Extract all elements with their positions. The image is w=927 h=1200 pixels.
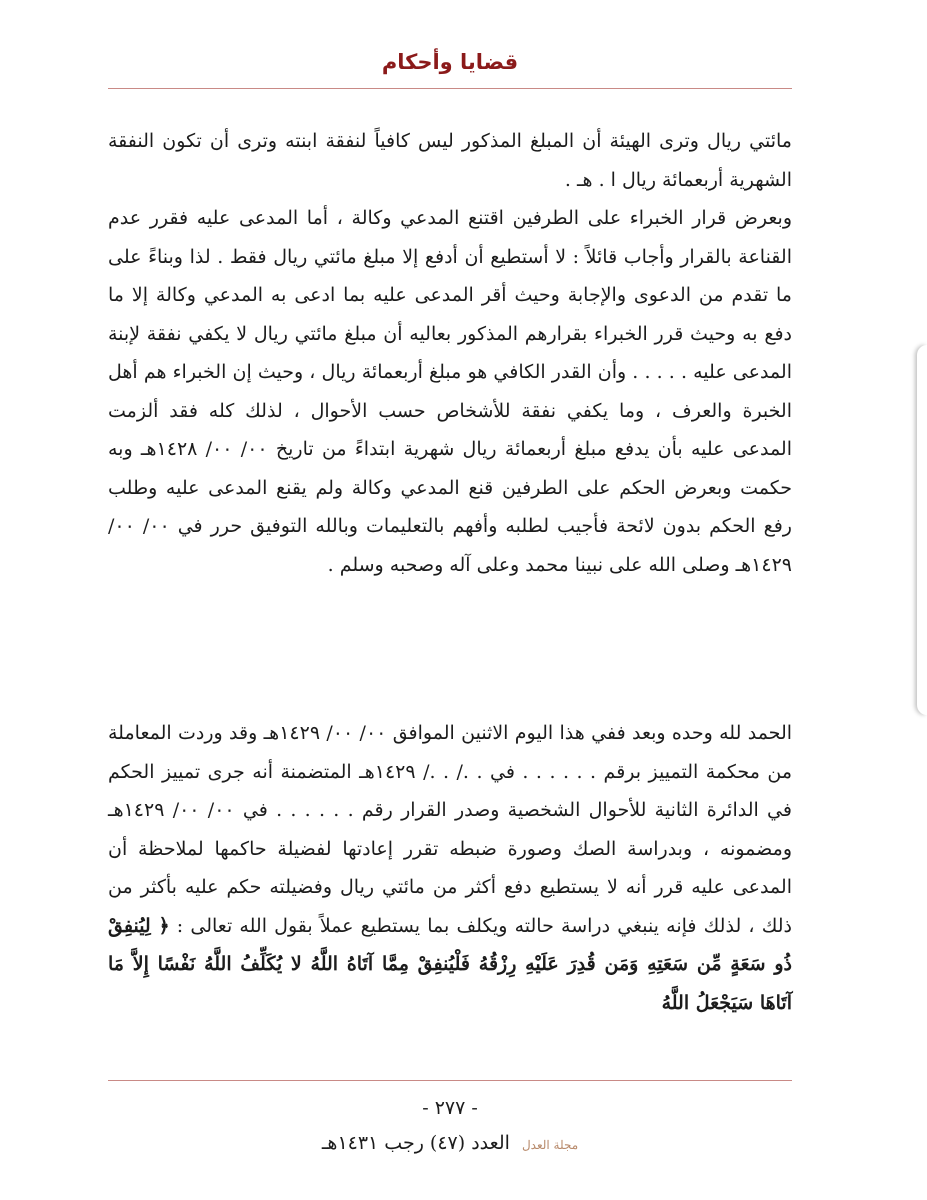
footer-issue-line	[108, 1132, 792, 1154]
scroll-edge-handle[interactable]	[917, 345, 927, 715]
footer-divider	[108, 1080, 792, 1081]
page-number: - ٢٧٧ -	[422, 1097, 478, 1119]
header-divider	[108, 88, 792, 89]
quran-verse: ﴿ لِيُنفِقْ ذُو سَعَةٍ مِّن سَعَتِهِ وَمَن قُدِرَ عَلَيْهِ رِزْقُهُ فَلْيُنفِقْ مِمَّا آتَاهُ اللَّهُ لا يُكَلِّفُ اللَّهُ نَفْسًا إِلاَّ مَا آتَاهَا سَيَجْعَلُ اللَّهُ	[108, 914, 792, 1014]
issue-info: العدد (٤٧) رجب ١٤٣١هـ	[321, 1132, 510, 1154]
page-header-title: قضايا وأحكام	[381, 50, 519, 74]
magazine-logo: مجلة العدل	[521, 1138, 579, 1152]
paragraph: مائتي ريال وترى الهيئة أن المبلغ المذكور ليس كافياً لنفقة ابنته وترى أن تكون النفقة الشهرية أربعمائة ريال ا . هـ .	[108, 130, 792, 191]
paragraph: وبعرض قرار الخبراء على الطرفين اقتنع المدعي وكالة ، أما المدعى عليه فقرر عدم القناعة بالقرار وأجاب قائلاً : لا أستطيع أن أدفع إلا مبلغ مائتي ريال فقط . لذا وبناءً على ما تقدم من الدعوى والإجابة وحيث أقر المدعى عليه بما ادعى به المدعي وكالة إلا ما دفع به وحيث قرر الخبراء بقرارهم المذكور بعاليه أن مبلغ مائتي ريال لا يكفي نفقة لإبنة المدعى عليه . . . . . وأن القدر الكافي هو مبلغ أربعمائة ريال ، وحيث إن الخبراء هم أهل الخبرة والعرف ، وما يكفي نفقة للأشخاص حسب الأحوال ، لذلك كله فقد ألزمت المدعى عليه بأن يدفع مبلغ أربعمائة ريال شهرية ابتداءً من تاريخ ٠٠/ ٠٠/ ١٤٢٨هـ وبه حكمت وبعرض الحكم على الطرفين قنع المدعي وكالة ولم يقنع المدعى عليه وطلب رفع الحكم بدون لائحة فأجيب لطلبه وأفهم بالتعليمات وبالله التوفيق حرر في ٠٠/ ٠٠/ ١٤٢٩هـ وصلى الله على نبينا محمد وعلى آله وصحبه وسلم .	[108, 207, 792, 576]
section-2	[108, 714, 792, 1022]
section-1	[108, 122, 792, 584]
paragraph-text: الحمد لله وحده وبعد ففي هذا اليوم الاثنين الموافق ٠٠/ ٠٠/ ١٤٢٩هـ وقد وردت المعاملة من محكمة التمييز برقم . . . . . . في . ./ . ./ ١٤٢٩هـ المتضمنة أنه جرى تمييز الحكم في الدائرة الثانية للأحوال الشخصية وصدر القرار رقم . . . . . . في ٠٠/ ٠٠/ ١٤٢٩هـ ومضمونه ، وبدراسة الصك وصورة ضبطه تقرر إعادتها لفضيلة حاكمها لملاحظة أن المدعى عليه قرر أنه لا يستطيع دفع أكثر من مائتي ريال وفضيلته حكم عليه بأكثر من ذلك ، لذلك فإنه ينبغي دراسة حالته ويكلف بما يستطيع عملاً بقول الله تعالى :	[108, 722, 793, 937]
paragraph	[108, 714, 792, 1022]
